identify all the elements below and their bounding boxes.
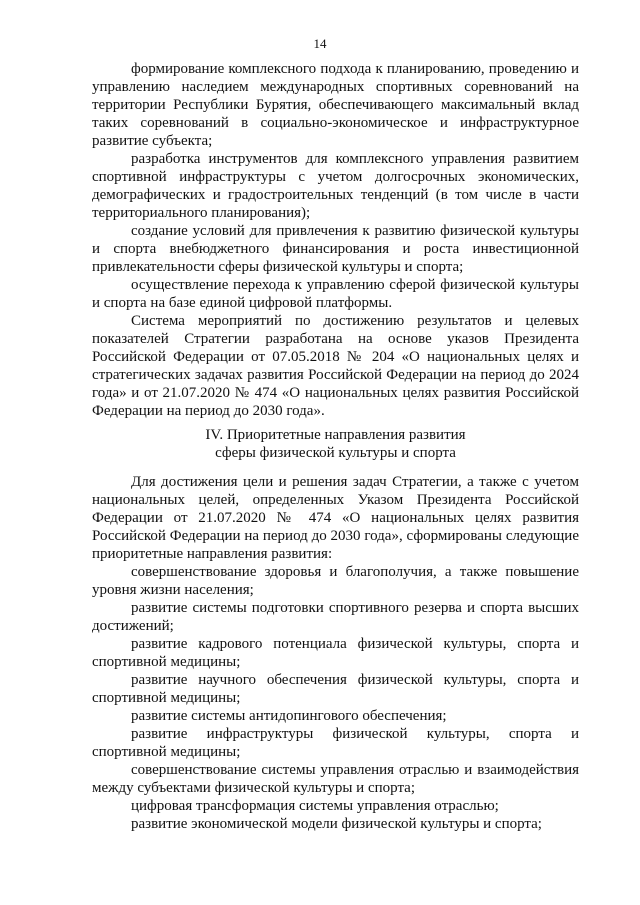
section-1-text (92, 60, 579, 420)
paragraph: развитие научного обеспечения физической культуры, спорта и спортивной медицины; (92, 672, 579, 706)
paragraph: развитие системы антидопингового обеспечения; (131, 708, 447, 724)
heading-line-2: сферы физической культуры и спорта (215, 445, 456, 461)
paragraph: развитие экономической модели физической культуры и спорта; (131, 816, 542, 832)
paragraph: развитие кадрового потенциала физической культуры, спорта и спортивной медицины; (92, 636, 579, 670)
paragraph: совершенствование здоровья и благополучия, а также повышение уровня жизни населения; (92, 564, 579, 598)
paragraph: формирование комплексного подхода к планированию, проведению и управлению наследием международных спортивных соревнований на территории Республики Бурятия, обеспечивающего максимальный вклад таких соревнований в социально-экономическое и инфраструктурное развитие субъекта; (92, 61, 579, 149)
paragraph: разработка инструментов для комплексного управления развитием спортивной инфраструктуры с учетом долгосрочных экономических, демографических и градостроительных тенденций (в том числе в части территориального планирования); (92, 151, 579, 221)
paragraph: создание условий для привлечения к развитию физической культуры и спорта внебюджетного финансирования и роста инвестиционной привлекательности сферы физической культуры и спорта; (92, 223, 579, 275)
paragraph: совершенствование системы управления отраслью и взаимодействия между субъектами физической культуры и спорта; (92, 762, 579, 796)
section-2-text (92, 473, 579, 833)
section-heading (92, 426, 579, 462)
paragraph: Система мероприятий по достижению результатов и целевых показателей Стратегии разработана на основе указов Президента Российской Федерации от 07.05.2018 № 204 «О национальных целях и стратегических задачах развития Российской Федерации на период до 2024 года» и от 21.07.2020 № 474 «О национальных целях развития Российской Федерации на период до 2030 года». (92, 313, 579, 419)
heading-line-1: IV. Приоритетные направления развития (205, 427, 466, 443)
paragraph: цифровая трансформация системы управления отраслью; (131, 798, 499, 814)
paragraph: осуществление перехода к управлению сферой физической культуры и спорта на базе единой цифровой платформы. (92, 277, 579, 311)
paragraph: развитие инфраструктуры физической культуры, спорта и спортивной медицины; (92, 726, 579, 760)
paragraph: Для достижения цели и решения задач Стратегии, а также с учетом национальных целей, определенных Указом Президента Российской Федерации от 21.07.2020 № 474 «О национальных целях развития Российской Федерации на период до 2030 года», сформированы следующие приоритетные направления развития: (92, 474, 579, 562)
page-number: 14 (313, 36, 327, 51)
paragraph: развитие системы подготовки спортивного резерва и спорта высших достижений; (92, 600, 579, 634)
